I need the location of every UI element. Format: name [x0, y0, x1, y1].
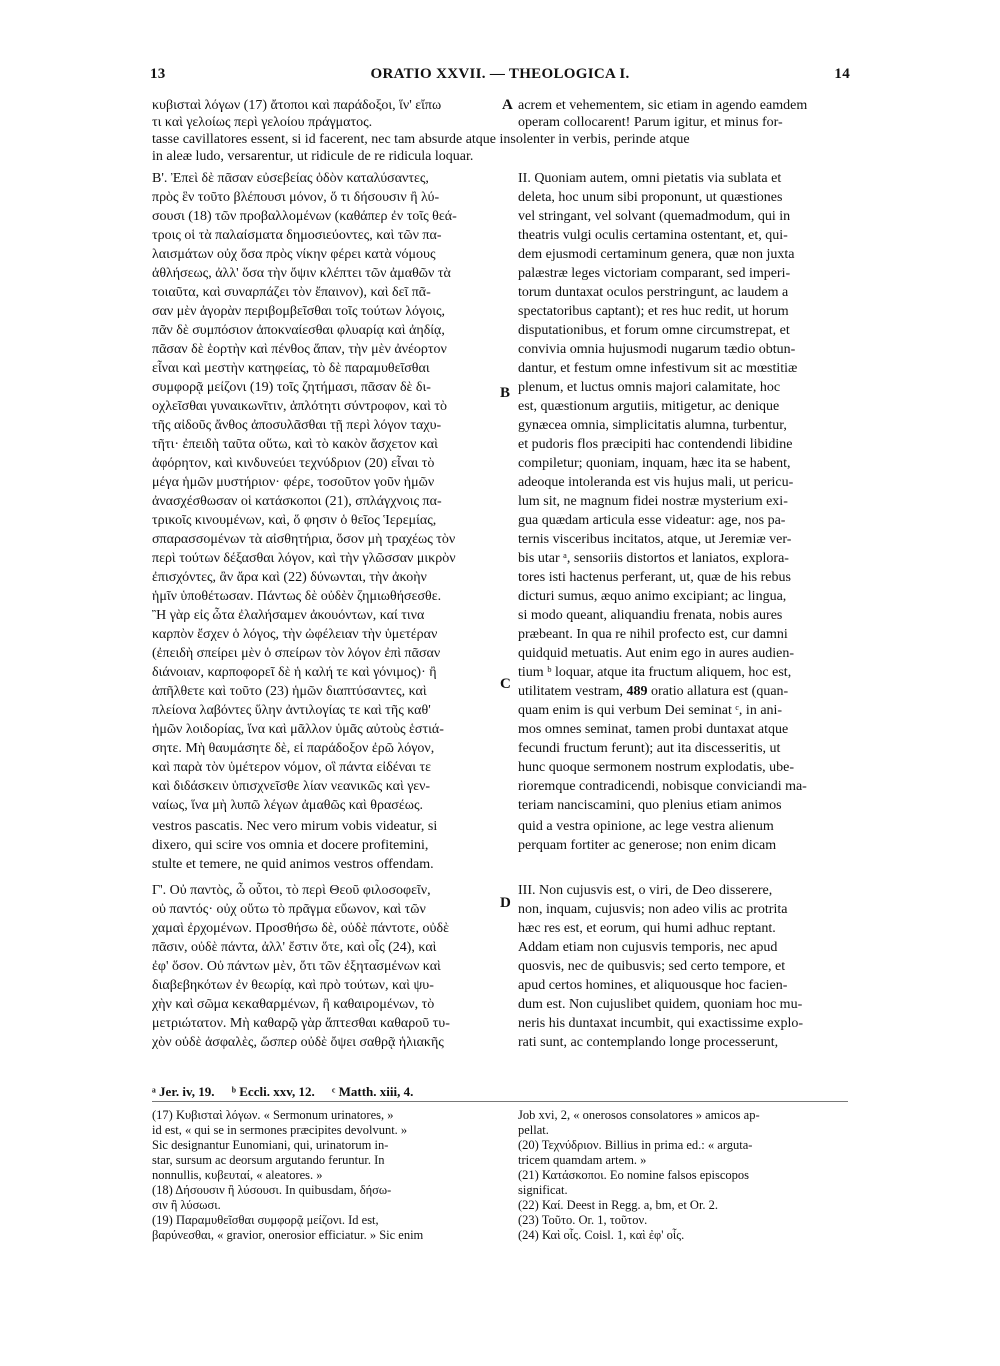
latin-line: dum est. Non cujuslibet quidem, quoniam hoc mu-	[518, 997, 803, 1012]
greek-line: τοιαῦτα, καὶ συναρπάζει τὸν ἔπαινον), καὶ δεῖ πᾶ-	[152, 285, 431, 300]
greek-line: καρπὸν ἔσχεν ὁ λόγος, τὴν ὠφέλειαν τὴν ὑμετέραν	[152, 627, 438, 642]
footnote-line: (17) Κυβισταὶ λόγων. « Sermonum urinatores, »	[152, 1108, 394, 1122]
greek-line: ἐπισχόντες, ἂν ἄρα καὶ (22) δύνωνται, τὴν ἀκοὴν	[152, 570, 427, 585]
latin-line: gynæcea omnia, simplicitatis alumna, turbentur,	[518, 418, 787, 433]
latin-line: et pudoris flos præcipiti hac contendendi libidine	[518, 437, 793, 452]
greek-line: ἀθλήσεως, ἀλλ' ὅσα τὴν ὄψιν κλέπτει τῶν ἀμαθῶν τὰ	[152, 266, 451, 281]
greek-line: διάνοιαν, καρποφορεῖ δὲ ἡ καλή τε καὶ γόνιμος)· ἢ	[152, 665, 437, 680]
intro-greek-line: κυβισταὶ λόγων (17) ἄτοποι καὶ παράδοξοι, ἵν' εἴπω	[152, 98, 442, 113]
greek-line: τρικοῖς κινουμένων, καὶ, ὅ φησιν ὁ θεῖος Ἱερεμίας,	[152, 513, 437, 528]
latin-line: quosvis, nec de quibusvis; sed certo tempore, et	[518, 959, 786, 974]
footnote-line: significat.	[518, 1183, 568, 1197]
intro-wide-line: tasse cavillatores essent, si id facerent, nec tam absurde atque insolenter in verbis, perinde atque	[152, 132, 690, 147]
latin-line: dem ejusmodi certaminum genera, quæ non juxta	[518, 247, 795, 262]
latin-line: apud certos homines, et aliquousque hoc facien-	[518, 978, 788, 993]
greek-line: ἀπῆλθετε καὶ τοῦτο (23) ἡμῶν διαπτύσαντες, καὶ	[152, 684, 427, 699]
reference: ᵃ Jer. iv, 19.	[152, 1084, 215, 1099]
latin-line: est, quæstionum argutiis, mitigetur, ac denique	[518, 399, 780, 414]
latin-line: theatris vulgi oculis certamina ostentant, et, qui-	[518, 228, 788, 243]
footnote-line: (19) Παραμυθεῖσθαι συμφορᾷ μείζονι. Id est,	[152, 1213, 379, 1227]
latin-line: III. Non cujusvis est, o viri, de Deo disserere,	[518, 883, 773, 898]
greek-line: χαμαὶ ἐρχομένων. Προσθήσω δὲ, οὐδὲ πάντοτε, οὐδὲ	[152, 921, 449, 936]
latin-line: mos omnes seminat, tamen probi duntaxat atque	[518, 722, 789, 737]
greek-line: σαν μὲν ἀγορὰν περιβομβεῖσθαι τοῖς τούτων λόγοις,	[152, 304, 446, 319]
latin-line: convivia omnia hujusmodi nugarum tædio obtun-	[518, 342, 796, 357]
greek-line: σπαρασσομένων τὰ αἰσθητήρια, ὅσον μὴ τραχέως τὸν	[152, 532, 456, 547]
greek-line: ἀφόρητον, καὶ κινδυνεύει τεχνύδριον (20) εἶναι τὸ	[152, 456, 435, 471]
scripture-references	[152, 1084, 427, 1100]
latin-line	[518, 683, 848, 700]
latin-line: hæc res est, et eorum, qui humi adhuc reptant.	[518, 921, 776, 936]
column-number: 489	[626, 684, 648, 699]
footnote-line: tricem quamdam artem. »	[518, 1153, 647, 1167]
footnote-line: (18) Δήσουσιν ἢ λύσουσι. In quibusdam, δήσω-	[152, 1183, 392, 1197]
greek-line: ἡμῶν λοιδορίας, ἵνα καὶ μᾶλλον ὑμᾶς αὐτοὺς ἑστιά-	[152, 722, 444, 737]
latin-line: deleta, hoc unum sibi proponunt, ut quæstiones	[518, 190, 783, 205]
greek-line: ἡμῖν ὑποθέτωσαν. Πάντως δὲ οὐδὲν ζημιωθήσεσθε.	[152, 589, 442, 604]
greek-line: λαισμάτων οὐχ ὅσα πρὸς νίκην φέρει κατὰ νόμους	[152, 247, 436, 262]
greek-line: ἐφ' ὅσον. Οὐ πάντων μὲν, ὅτι τῶν ἐξητασμένων καὶ	[152, 959, 441, 974]
latin-line: torum duntaxat oculos perstringunt, ac laudem a	[518, 285, 789, 300]
latin-line: spectatoribus captant); et res huc redit, ut horum	[518, 304, 789, 319]
latin-line: non, inquam, cujusvis; non adeo vilis ac protrita	[518, 902, 788, 917]
margin-marker-b: B	[500, 385, 511, 401]
footnote-line: (23) Τοῦτο. Or. 1, τοῦτον.	[518, 1213, 648, 1227]
latin-line: plenum, et luctus omnis majori calamitate, hoc	[518, 380, 781, 395]
latin-line: hunc quoque sermonem nostrum explodatis, ube-	[518, 760, 795, 775]
greek-line: οὐ παντός· οὐχ οὕτω τὸ πρᾶγμα εὔωνον, καὶ τῶν	[152, 902, 426, 917]
latin-line: tium ᵇ loquar, atque ita fructum aliquem, hoc est,	[518, 665, 792, 680]
footnote-line: pellat.	[518, 1123, 549, 1137]
latin-line: quam enim is qui verbum Dei seminat ᶜ, in ani-	[518, 703, 783, 718]
latin-line: palæstræ leges victoriam comparant, sed imperi-	[518, 266, 791, 281]
margin-marker-d: D	[500, 895, 511, 911]
latin-line: præbeant. In qua re nihil profecto est, cur damni	[518, 627, 788, 642]
latin-line-text: utilitatem vestram,	[518, 684, 623, 699]
latin-line: tores isti hactenus perferant, ut, quæ de his rebus	[518, 570, 791, 585]
latin-line-text: oratio allatura est (quan-	[650, 684, 789, 699]
latin-line: ternis visceribus incitatos, atque, ut Jeremiæ ver-	[518, 532, 792, 547]
latin-line: rati sunt, ac contemplando longe processerunt,	[518, 1035, 779, 1050]
footnote-line: (21) Κατάσκοποι. Eo nomine falsos episcopos	[518, 1168, 750, 1182]
greek-line: Γ'. Οὐ παντὸς, ὦ οὗτοι, τὸ περὶ Θεοῦ φιλοσοφεῖν,	[152, 883, 431, 898]
greek-line: πρὸς ἓν τοῦτο βλέπουσι μόνον, ὅ τι δήσουσιν ἢ λύ-	[152, 190, 440, 205]
latin-line: vel stringant, vel solvant (quemadmodum, qui in	[518, 209, 791, 224]
margin-marker-c: C	[500, 676, 511, 692]
greek-line: μέγα ἡμῶν μυστήριον· φέρε, τοσοῦτον γοῦν ἡμῶν	[152, 475, 435, 490]
greek-line: μετριώτατον. Μὴ καθαρῷ γὰρ ἅπτεσθαι καθαροῦ τυ-	[152, 1016, 450, 1031]
margin-marker-a: A	[502, 97, 513, 113]
greek-line: ναίως, ἵνα μὴ λυπῶ λέγων ἀμαθῶς καὶ θρασέως.	[152, 798, 423, 813]
page-number-left: 13	[150, 66, 166, 82]
latin-line: adeoque intoleranda est vis hujus mali, ut pericu-	[518, 475, 794, 490]
intro-latin-line: acrem et vehementem, sic etiam in agendo eamdem	[518, 98, 808, 113]
greek-line: τῆς αἰδοῦς ἄνθος ἀποσυλᾶσθαι τῇ περὶ λόγον ταχυ-	[152, 418, 442, 433]
intro-wide-line: in aleæ ludo, versarentur, ut ridicule de re ridicula loquar.	[152, 149, 474, 164]
greek-line: εἶναι καὶ μεστὴν κατηφείας, τὸ δὲ παραμυθεῖσθαι	[152, 361, 430, 376]
greek-line: Ἢ γὰρ εἰς ὦτα ἐλαλήσαμεν ἀκουόντων, καί τινα	[152, 608, 425, 623]
latin-line: si modo queant, aliquandiu frenata, nobis aures	[518, 608, 783, 623]
footnote-line: (24) Καὶ οἷς. Coisl. 1, καὶ ἐφ' οἷς.	[518, 1228, 685, 1242]
latin-line: neris his duntaxat incumbit, qui exactissime explo-	[518, 1016, 803, 1031]
latin-line: compiletur; quoniam, inquam, hæc ita se habent,	[518, 456, 791, 471]
transition-line: perquam fortiter ac generose; non enim dicam	[518, 838, 777, 853]
greek-line: πλείονα λαβόντες ὕλην ἀντιλογίας τε καὶ τῆς καθ'	[152, 703, 431, 718]
transition-line: dixero, qui scire vos omnia et docere profitemini,	[152, 838, 429, 853]
greek-line: σητε. Μὴ θαυμάσητε δὲ, εἰ παράδοξον ἐρῶ λόγον,	[152, 741, 435, 756]
footnote-line: βαρύνεσθαι, « gravior, onerosior efficiatur. » Sic enim	[152, 1228, 424, 1242]
greek-line: χὸν οὐδὲ ἀσφαλὲς, ὥσπερ οὐδὲ ὄψει σαθρᾷ ἡλιακῆς	[152, 1035, 444, 1050]
transition-line: quid a vestra opinione, ac lege vestra alienum	[518, 819, 774, 834]
greek-line: καὶ παρὰ τὸν ὑμέτερον νόμον, οἳ πάντα εἰδέναι τε	[152, 760, 432, 775]
latin-line: fecundi fructum ferunt); aut ita discesseritis, ut	[518, 741, 781, 756]
latin-line: gua quædam articula esse videatur: age, nos pa-	[518, 513, 786, 528]
greek-line: Β'. Ἐπεὶ δὲ πᾶσαν εὐσεβείας ὁδὸν καταλύσαντες,	[152, 171, 429, 186]
greek-line: σουσι (18) τῶν προβαλλομένων (καθάπερ ἐν τοῖς θεά-	[152, 209, 457, 224]
greek-line: (ἐπειδὴ σπείρει μὲν ὁ σπείρων τὸν λόγον ἐπὶ πᾶσαν	[152, 646, 441, 661]
latin-line: quidquid metuatis. Aut enim ego in aures audien-	[518, 646, 795, 661]
intro-latin-line: operam collocarent! Parum igitur, et minus for-	[518, 115, 783, 130]
footnote-line: id est, « qui se in sermones præcipites devolvunt. »	[152, 1123, 408, 1137]
greek-line: χὴν καὶ σῶμα κεκαθαρμένων, ἢ καθαιρομένων, τὸ	[152, 997, 435, 1012]
latin-line: disputationibus, et forum omne circumstrepat, et	[518, 323, 790, 338]
footnote-line: star, sursum ac deorsum argutando feruntur. In	[152, 1153, 385, 1167]
latin-line: dicturi sumus, æquo animo excipiant; ac lingua,	[518, 589, 787, 604]
latin-line: lum sit, ne magnum fidei nostræ mysterium exi-	[518, 494, 788, 509]
greek-line: διαβεβηκότων ἐν θεωρίᾳ, καὶ πρὸ τούτων, καὶ ψυ-	[152, 978, 434, 993]
page-header	[150, 66, 850, 86]
footnote-line: Sic designantur Eunomiani, qui, urinatorum in-	[152, 1138, 389, 1152]
latin-line: II. Quoniam autem, omni pietatis via sublata et	[518, 171, 782, 186]
latin-line: Addam etiam non cujusvis temporis, nec apud	[518, 940, 778, 955]
latin-line: rioremque contradicendi, nobisque conviciandi ma-	[518, 779, 807, 794]
footnote-line: nonnullis, κυβευταί, « aleatores. »	[152, 1168, 323, 1182]
greek-line: τροις οἱ τὰ παλαίσματα δημοσιεύοντες, καὶ τῶν πα-	[152, 228, 442, 243]
footnote-line: (20) Τεχνύδριον. Billius in prima ed.: « arguta-	[518, 1138, 753, 1152]
greek-line: καὶ διδάσκειν ὑπισχνεῖσθε λίαν νεανικῶς καὶ γεν-	[152, 779, 431, 794]
greek-line: τῆτι· ἐπειδὴ ταῦτα οὕτω, καὶ τὸ κακὸν ἄσχετον καὶ	[152, 437, 438, 452]
reference: ᶜ Matth. xiii, 4.	[331, 1084, 414, 1099]
footnote-divider	[152, 1101, 848, 1102]
greek-line: πᾶσιν, οὐδὲ πάντα, ἀλλ' ἔστιν ὅτε, καὶ οἷς (24), καὶ	[152, 940, 437, 955]
greek-line: πᾶν δὲ συμπόσιον ἀποκναίεσθαι φλυαρίᾳ καὶ ἀηδίᾳ,	[152, 323, 445, 338]
reference: ᵇ Eccli. xxv, 12.	[231, 1084, 315, 1099]
greek-line: ἀνασχέσθωσαν οἱ κατάσκοποι (21), σπλάγχνοις πα-	[152, 494, 442, 509]
running-title: ORATIO XXVII. — THEOLOGICA I.	[370, 66, 630, 82]
footnote-line: σιν ἢ λύσωσι.	[152, 1198, 221, 1212]
latin-line: teriam nanciscamini, quo plenius etiam animos	[518, 798, 782, 813]
greek-line: οχλεῖσθαι γυναικωνῖτιν, ἁπλότητι σύντροφον, καὶ τὸ	[152, 399, 448, 414]
page-number-right: 14	[834, 66, 850, 82]
latin-line: bis utar ᵃ, sensoriis distortos et laniatos, explora-	[518, 551, 789, 566]
latin-line: dantur, et festum omne infestivum sit ac mœstitiæ	[518, 361, 798, 376]
intro-greek-line: τι καὶ γελοίως περὶ γελοίου πράγματος.	[152, 115, 373, 130]
footnote-line: (22) Καί. Deest in Regg. a, bm, et Or. 2.	[518, 1198, 719, 1212]
greek-line: συμφορᾷ μείζονι (19) τοῖς ζητήμασι, πᾶσαν δὲ δι-	[152, 380, 431, 395]
footnote-line: Job xvi, 2, « onerosos consolatores » amicos ap-	[518, 1108, 760, 1122]
transition-line: vestros pascatis. Nec vero mirum vobis videatur, si	[152, 819, 438, 834]
greek-line: πᾶσαν δὲ ἑορτὴν καὶ πένθος ἅπαν, τὴν μὲν ἀνέορτον	[152, 342, 447, 357]
transition-wide-line: stulte et temere, ne quid animos vestros offendam.	[152, 857, 434, 872]
greek-line: περὶ τούτων δέξασθαι λόγον, καὶ τὴν γλῶσσαν μικρὸν	[152, 551, 456, 566]
